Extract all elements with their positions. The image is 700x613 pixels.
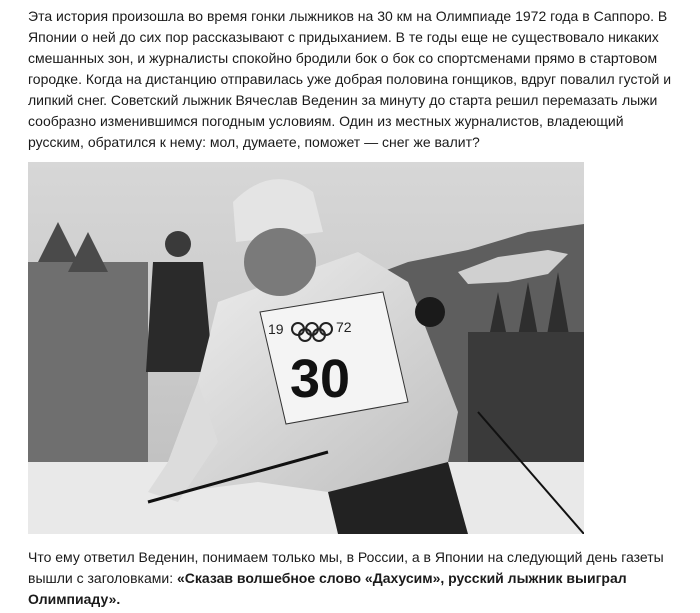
intro-paragraph: Эта история произошла во время гонки лыжников на 30 км на Олимпиаде 1972 года в Саппоро. В Японии о ней до сих пор рассказывают с придыханием. В те годы еще не существовало никаких смешанных зон, и журналисты спокойно бродили бок о бок со спортсменами прямо в стартовом городке. Когда на дистанцию отправилась уже добрая половина гонщиков, вдруг повалил густой и липкий снег. Советский лыжник Вячеслав Веденин за минуту до старта решил перемазать лыжи сообразно изменившимся погодным условиям. Один из местных журналистов, владеющий русским, обратился к нему: мол, думаете, поможет — снег же валит? <box>28 8 672 150</box>
bib-number: 30 <box>290 349 351 409</box>
skier-photo <box>28 162 584 534</box>
closing-headline: «Сказав волшебное слово «Дахусим», русский лыжник выиграл Олимпиаду». <box>28 570 627 607</box>
closing-text: Что ему ответил Веденин, понимаем только мы, в России, а в Японии на следующий день газеты вышли с заголовками: <box>28 549 664 586</box>
bib-year-left: 19 <box>268 321 284 337</box>
closing-paragraph <box>28 547 678 610</box>
bib-year-right: 72 <box>336 319 352 335</box>
